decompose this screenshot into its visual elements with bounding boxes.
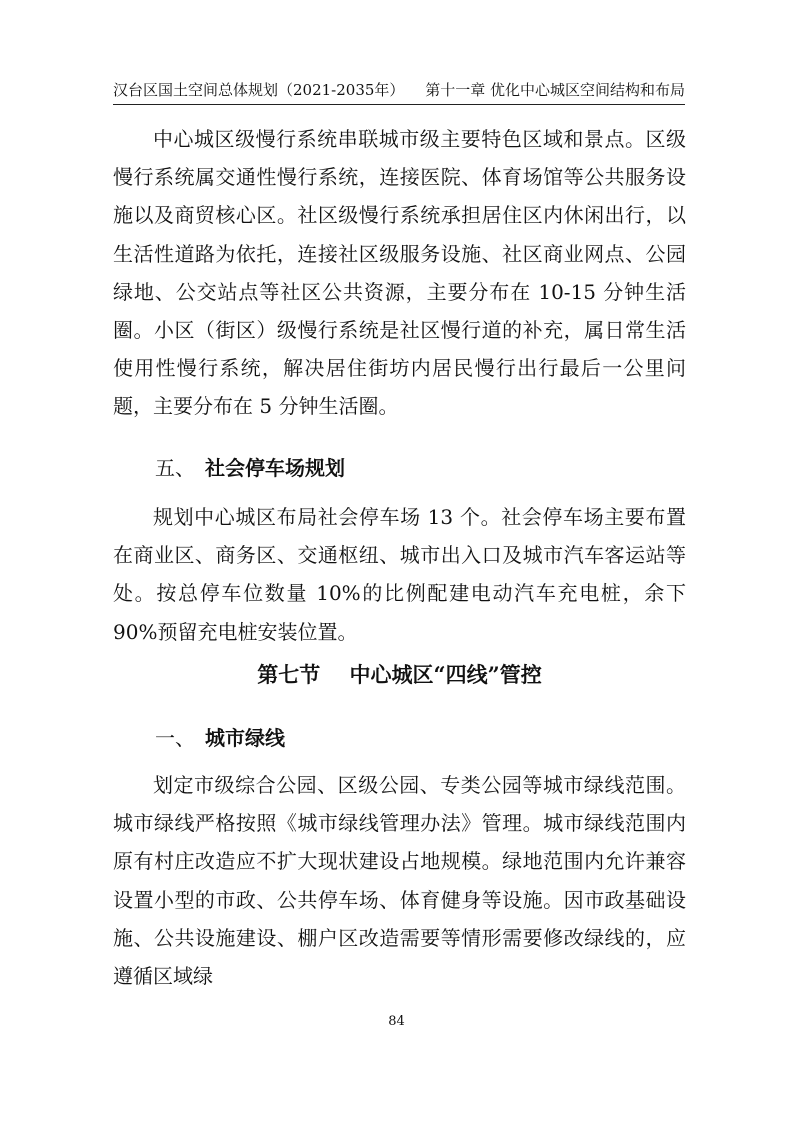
running-header [113,71,685,105]
header-document-title: 汉台区国土空间总体规划（2021-2035年） [113,81,405,99]
page-number: 84 [388,1014,405,1029]
heading-title: 社会停车场规划 [205,456,345,480]
heading-title: 城市绿线 [205,726,285,750]
heading-green-line [155,724,285,752]
heading-number: 一、 [155,726,195,750]
section-title: 第七节 中心城区“四线”管控 [257,662,542,687]
heading-public-parking [155,454,345,482]
header-chapter-title: 第十一章 优化中心城区空间结构和布局 [425,81,685,99]
heading-number: 五、 [155,456,195,480]
paragraph-green-line: 划定市级综合公园、区级公园、专类公园等城市绿线范围。城市绿线严格按照《城市绿线管理办法》管理。城市绿线范围内原有村庄改造应不扩大现状建设占地规模。绿地范围内允许兼容设置小型的市政、公共停车场、体育健身等设施。因市政基础设施、公共设施建设、棚户区改造需要等情形需要修改绿线的，应遵循区域绿 [113,773,686,989]
paragraph-parking: 规划中心城区布局社会停车场 13 个。社会停车场主要布置在商业区、商务区、交通枢纽、城市出入口及城市汽车客运站等处。按总停车位数量 10%的比例配建电动汽车充电桩，余下 90%预留充电桩安装位置。 [113,505,686,644]
paragraph-slow-traffic: 中心城区级慢行系统串联城市级主要特色区域和景点。区级慢行系统属交通性慢行系统，连接医院、体育场馆等公共服务设施以及商贸核心区。社区级慢行系统承担居住区内休闲出行，以生活性道路为依托，连接社区级服务设施、社区商业网点、公园绿地、公交站点等社区公共资源，主要分布在 10-15 分钟生活圈。小区（街区）级慢行系统是社区慢行道的补充，属日常生活使用性慢行系统，解决居住街坊内居民慢行出行最后一公里问题，主要分布在 5 分钟生活圈。 [113,127,686,419]
